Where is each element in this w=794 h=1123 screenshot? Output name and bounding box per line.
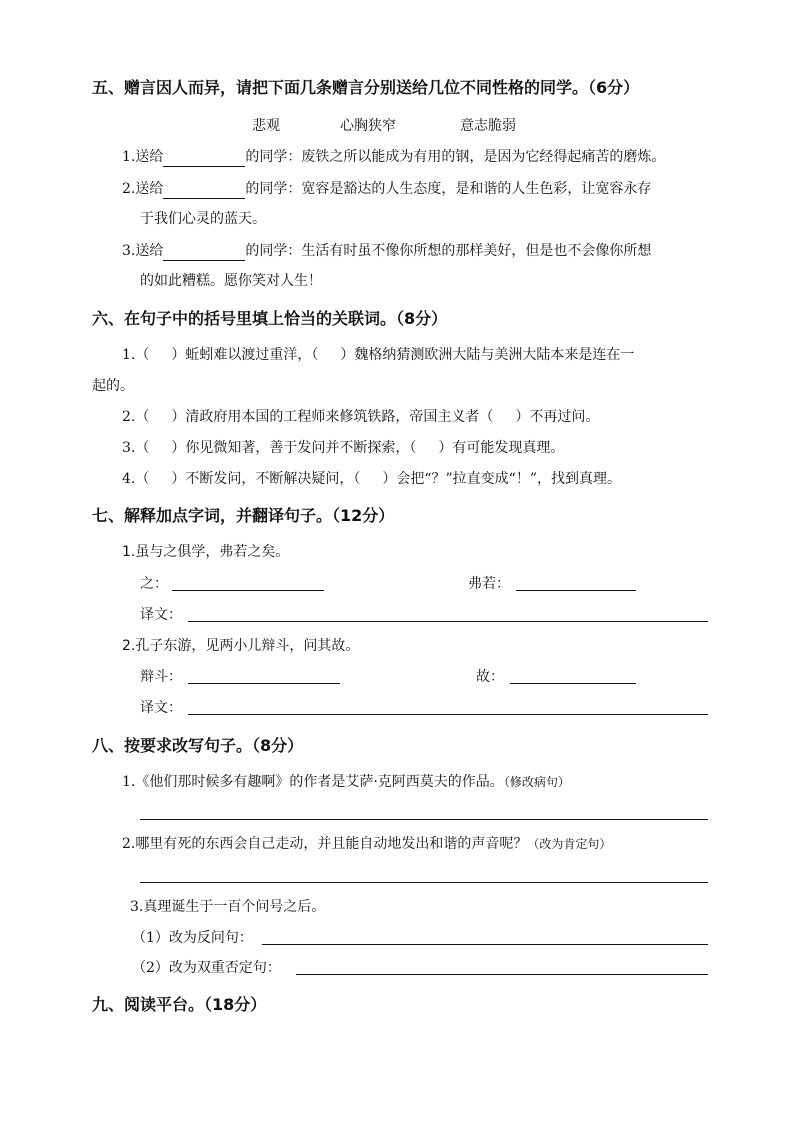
- s6-question-1: [122, 345, 634, 365]
- s6-q2-part-a: 2.（: [122, 409, 150, 425]
- s7-q2-translation-line[interactable]: [188, 714, 708, 715]
- s6-q3-part-c: ）有可能发现真理。: [438, 440, 565, 456]
- answer-blank[interactable]: [163, 244, 245, 261]
- s7-q2-word1-label: 辩斗：: [140, 669, 182, 685]
- s5-question-3: [122, 241, 651, 261]
- s8-question-3: 3.真理诞生于一百个问号之后。: [130, 899, 326, 915]
- s6-q1-continuation: 起的。: [92, 378, 134, 394]
- s5-q2-continuation: 于我们心灵的蓝天。: [140, 211, 266, 227]
- s8-q2-note: （改为肯定句）: [527, 837, 612, 851]
- section-9-title: 九、阅读平台。（18分）: [92, 995, 267, 1014]
- s5-q3-prefix: 3.送给: [122, 243, 164, 259]
- s8-q3-part-2-label: （2）改为双重否定句：: [132, 960, 281, 976]
- s7-q2-word2-answer-line[interactable]: [510, 683, 636, 684]
- section-6-title: 六、在句子中的括号里填上恰当的关联词。（8分）: [92, 309, 448, 328]
- s5-question-1: [122, 147, 665, 167]
- s6-q2-part-b: ）清政府用本国的工程师来修筑铁路，帝国主义者（: [171, 409, 494, 425]
- s6-q4-part-b: ）不断发问，不断解决疑问，（: [171, 471, 361, 487]
- s5-q3-continuation: 的如此糟糕。愿你笑对人生！: [140, 273, 322, 289]
- s7-q1-word2-answer-line[interactable]: [516, 590, 636, 591]
- s6-q2-part-c: ）不再过问。: [515, 409, 600, 425]
- s5-q1-text: 的同学：废铁之所以能成为有用的钢，是因为它经得起痛苦的磨炼。: [245, 149, 666, 165]
- s5-question-2: [122, 179, 651, 199]
- answer-blank[interactable]: [163, 150, 245, 167]
- s8-question-1: [122, 772, 570, 792]
- s6-q1-part-c: ）魏格纳猜测欧洲大陆与美洲大陆本来是连在一: [340, 347, 635, 363]
- s5-q3-text: 的同学：生活有时虽不像你所想的那样美好，但是也不会像你所想: [245, 243, 652, 259]
- s7-q1-word2-label: 弗若：: [468, 576, 510, 592]
- s8-q2-text: 2.哪里有死的东西会自己走动，并且能自动地发出和谐的声音呢？: [122, 836, 528, 852]
- s7-q2-word1-answer-line[interactable]: [188, 683, 340, 684]
- option-1: 悲观: [252, 118, 280, 134]
- s7-q1-word1-answer-line[interactable]: [172, 590, 324, 591]
- s6-q4-part-a: 4.（: [122, 471, 150, 487]
- s6-q4-part-c: ）会把“？”拉直变成“！”，找到真理。: [382, 471, 621, 487]
- s7-q2-word2-label: 故：: [476, 669, 504, 685]
- s6-q1-part-a: 1.（: [122, 347, 150, 363]
- s5-q2-prefix: 2.送给: [122, 181, 164, 197]
- s7-q1-word1-label: 之：: [140, 576, 168, 592]
- s7-question-2: 2.孔子东游，见两小儿辩斗，问其故。: [122, 638, 360, 654]
- s6-question-3: [122, 438, 564, 458]
- s5-q1-prefix: 1.送给: [122, 149, 164, 165]
- s8-q3-part-1-answer-line[interactable]: [262, 944, 708, 945]
- s7-q2-translation-label: 译文：: [140, 700, 182, 716]
- option-2: 心胸狭窄: [340, 118, 396, 134]
- s8-question-2: [122, 834, 611, 854]
- s6-question-2: [122, 407, 599, 427]
- s7-q1-translation-label: 译文：: [140, 607, 182, 623]
- s8-q1-note: （修改病句）: [503, 775, 570, 789]
- section-8-title: 八、按要求改写句子。（8分）: [92, 736, 304, 755]
- s8-q2-answer-line[interactable]: [140, 882, 708, 883]
- s6-q3-part-a: 3.（: [122, 440, 150, 456]
- section-5-title: 五、赠言因人而异，请把下面几条赠言分别送给几位不同性格的同学。（6分）: [92, 78, 640, 97]
- s5-q2-text: 的同学：宽容是豁达的人生态度，是和谐的人生色彩，让宽容永存: [245, 181, 652, 197]
- s7-q1-translation-line[interactable]: [188, 621, 708, 622]
- s6-q1-part-b: ）蚯蚓难以渡过重洋，（: [171, 347, 319, 363]
- s8-q3-part-1-label: （1）改为反问句：: [132, 930, 253, 946]
- s6-question-4: [122, 469, 621, 489]
- s8-q3-part-2-answer-line[interactable]: [296, 974, 708, 975]
- s8-q1-text: 1.《他们那时候多有趣啊》的作者是艾萨·克阿西莫夫的作品。: [122, 774, 504, 790]
- section-7-title: 七、解释加点字词，并翻译句子。（12分）: [92, 506, 395, 525]
- s6-q3-part-b: ）你见微知著，善于发问并不断探索，（: [171, 440, 417, 456]
- s8-q1-answer-line[interactable]: [140, 819, 708, 820]
- option-3: 意志脆弱: [460, 118, 516, 134]
- s7-question-1: 1.虽与之俱学，弗若之矣。: [122, 544, 290, 560]
- answer-blank[interactable]: [163, 182, 245, 199]
